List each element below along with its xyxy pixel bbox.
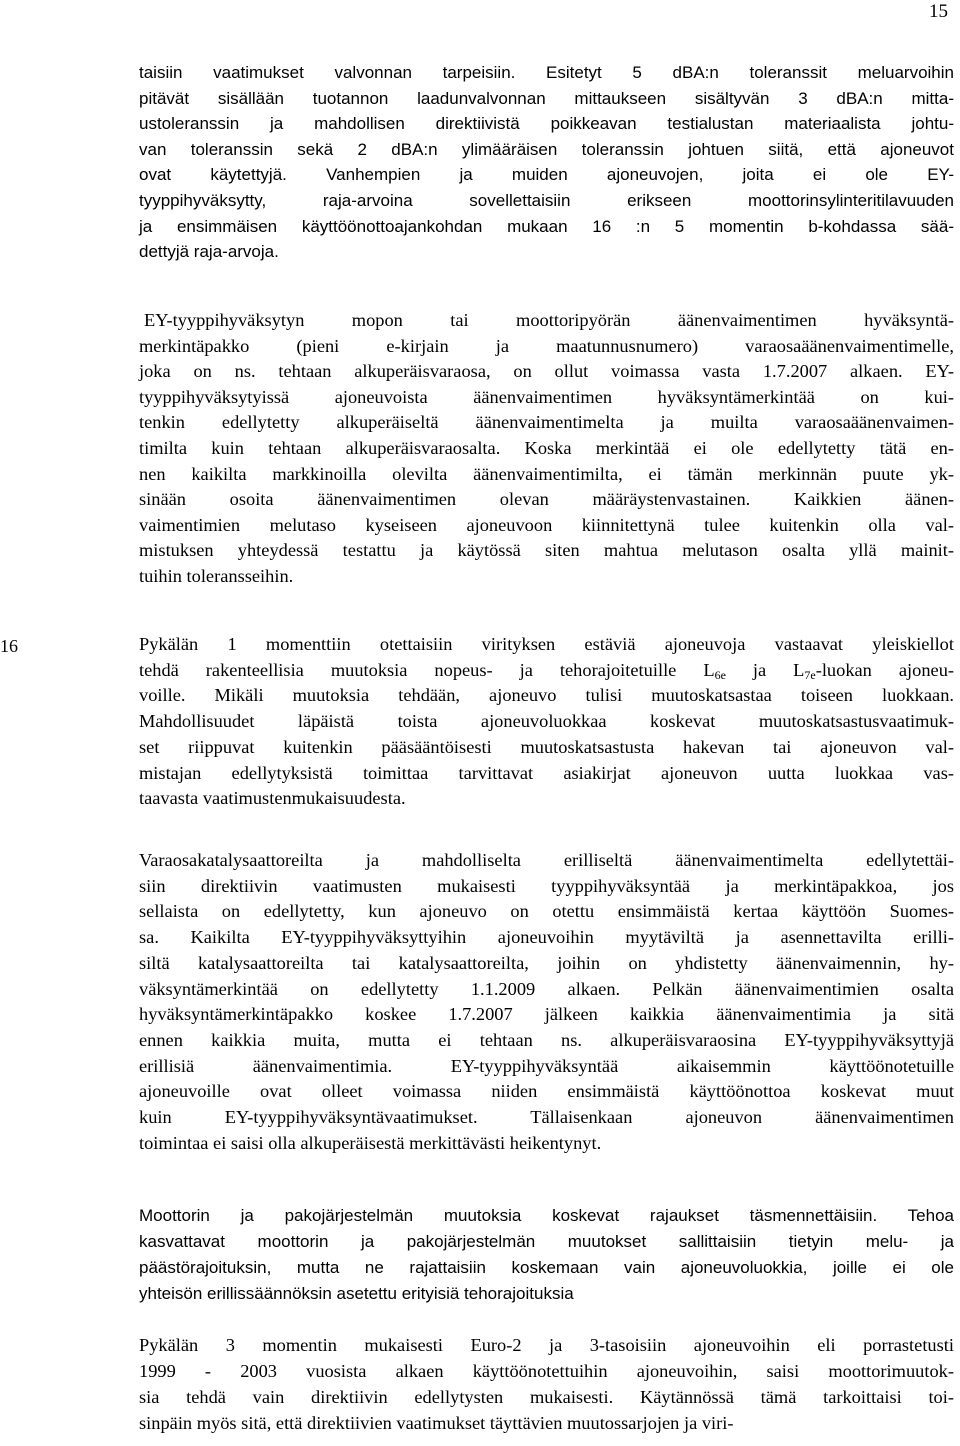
text-line: vaimentimien melutaso kyseiseen ajoneuvoon kiinnitettynä tulee kuitenkin olla val- [139, 514, 954, 535]
text-line: väksyntämerkintää on edellytetty 1.1.2009 alkaen. Pelkän äänenvaimentimien osalta [139, 978, 954, 999]
text-line: set riippuvat kuitenkin pääsääntöisesti muutoskatsastusta hakevan tai ajoneuvon val- [139, 736, 954, 757]
subscript: 6e [714, 667, 726, 682]
text-line: ovat käytettyjä. Vanhempien ja muiden ajoneuvojen, joita ei ole EY- [139, 165, 954, 185]
text-line: timilta kuin tehtaan alkuperäisvaraosalta. Koska merkintää ei ole edellytetty tätä en- [139, 438, 954, 458]
text-line: yhteisön erillissäännöksin asetettu erityisiä tehorajoituksia [139, 1284, 574, 1303]
text-line: Pykälän 3 momentin mukaisesti Euro-2 ja 3-tasoisiin ajoneuvoihin eli porrastetusti [139, 1335, 954, 1355]
text-line: sinpäin myös sitä, että direktiivien vaatimukset täyttävien muutossarjojen ja viri- [139, 1413, 734, 1433]
text-line: dettyjä raja-arvoja. [139, 242, 279, 262]
text-line [139, 658, 954, 683]
page-number: 15 [929, 1, 948, 22]
text-line: Pykälän 1 momenttiin otettaisiin virityksen estäviä ajoneuvoja vastaavat yleiskiellot [139, 634, 954, 654]
text-line: EY-tyyppihyväksytyn mopon tai moottoripyörän äänenvaimentimen hyväksyntä- [144, 310, 954, 330]
text-line: nen kaikilta markkinoilla olevilta äänenvaimentimilta, ei tämän merkinnän puute yk- [139, 463, 954, 484]
text-line: sinään osoita äänenvaimentimen olevan määräystenvastainen. Kaikkien äänen- [139, 489, 954, 510]
text-line: Moottorin ja pakojärjestelmän muutoksia koskevat rajaukset täsmennettäisiin. Tehoa [139, 1206, 954, 1225]
text-line: sa. Kaikilta EY-tyyppihyväksyttyihin ajoneuvoihin myytäviltä ja asennettavilta erilli- [139, 927, 954, 948]
text-line: tyyppihyväksytyissä ajoneuvoista äänenvaimentimen hyväksyntämerkintää on kui- [139, 386, 954, 407]
text-line: tuihin toleransseihin. [139, 566, 294, 586]
text-line: ennen kaikkia muita, mutta ei tehtaan ns. alkuperäisvaraosina EY-tyyppihyväksyttyjä [139, 1029, 954, 1050]
text-line: joka on ns. tehtaan alkuperäisvaraosa, on ollut voimassa vasta 1.7.2007 alkaen. EY- [139, 361, 954, 382]
text-line: tyyppihyväksytty, raja-arvoina sovellettaisiin erikseen moottorinsylinteritilavuuden [139, 191, 954, 210]
text-line: van toleranssin sekä 2 dBA:n ylimääräisen toleranssin johtuen siitä, että ajoneuvot [139, 139, 954, 159]
text-line: kasvattavat moottorin ja pakojärjestelmän muutokset sallittaisiin tietyin melu- ja [139, 1232, 954, 1251]
text-line: ustoleranssin ja mahdollisen direktiivistä poikkeavan testialustan materiaalista johtu- [139, 114, 954, 134]
text-line: siin direktiivin vaatimusten mukaisesti tyyppihyväksyntää ja merkintäpakkoa, jos [139, 875, 954, 896]
text-line: siltä katalysaattoreilta tai katalysaattoreilta, joihin on yhdistetty äänenvaimennin, hy- [139, 952, 954, 973]
text-line: voille. Mikäli muutoksia tehdään, ajoneuvo tulisi muutoskatsastaa toiseen luokkaan. [139, 685, 954, 706]
text-line: 1999 - 2003 vuosista alkaen käyttöönotettuihin ajoneuvoihin, saisi moottorimuutok- [139, 1361, 954, 1381]
text-line: taisiin vaatimukset valvonnan tarpeisiin. Esitetyt 5 dBA:n toleranssit meluarvoihin [139, 63, 954, 82]
text-line: päästörajoituksin, mutta ne rajattaisiin koskemaan vain ajoneuvoluokkia, joille ei ole [139, 1258, 954, 1277]
text-line: mistajan edellytyksistä toimittaa tarvittavat asiakirjat ajoneuvon uutta luokkaa vas- [139, 762, 954, 783]
text-segment: tehdä rakenteellisia muutoksia nopeus- ja tehorajoitetuille L [139, 659, 715, 680]
text-segment: ja L [725, 659, 805, 680]
text-line: mistuksen yhteydessä testattu ja käytössä siten mahtua melutason osalta yllä mainit- [139, 540, 954, 561]
text-line: erillisiä äänenvaimentimia. EY-tyyppihyväksyntää aikaisemmin käyttöönotetuille [139, 1055, 954, 1076]
text-line: kuin EY-tyyppihyväksyntävaatimukset. Tällaisenkaan ajoneuvon äänenvaimentimen [139, 1107, 954, 1127]
text-line: toimintaa ei saisi olla alkuperäisestä merkittävästi heikentynyt. [139, 1132, 602, 1153]
text-line: sellaista on edellytetty, kun ajoneuvo on otettu ensimmäistä kertaa käyttöön Suomes- [139, 901, 954, 922]
text-line: ja ensimmäisen käyttöönottoajankohdan mukaan 16 :n 5 momentin b-kohdassa sää- [139, 216, 954, 236]
text-line: ajoneuvoille ovat olleet voimassa niiden ensimmäistä käyttöönottoa koskevat muut [139, 1081, 954, 1102]
text-line: merkintäpakko (pieni e-kirjain ja maatunnusnumero) varaosaäänenvaimentimelle, [139, 335, 954, 356]
text-line: tenkin edellytetty alkuperäiseltä äänenvaimentimelta ja muilta varaosaäänenvaimen- [139, 412, 954, 433]
text-line: hyväksyntämerkintäpakko koskee 1.7.2007 jälkeen kaikkia äänenvaimentimia ja sitä [139, 1004, 954, 1025]
text-line: pitävät sisällään tuotannon laadunvalvonnan mittaukseen sisältyvän 3 dBA:n mitta- [139, 88, 954, 108]
text-line: Mahdollisuudet läpäistä toista ajoneuvoluokkaa koskevat muutoskatsastusvaatimuk- [139, 711, 954, 732]
text-segment: -luokan ajoneu- [815, 659, 955, 680]
text-line: Varaosakatalysaattoreilta ja mahdolliselta erilliseltä äänenvaimentimelta edellytettäi- [139, 850, 954, 870]
text-line: taavasta vaatimustenmukaisuudesta. [139, 788, 406, 809]
section-number: 16 [0, 636, 18, 656]
text-line: sia tehdä vain direktiivin edellytysten mukaisesti. Käytännössä tämä tarkoittaisi toi- [139, 1387, 954, 1407]
subscript: 7e [804, 667, 816, 682]
